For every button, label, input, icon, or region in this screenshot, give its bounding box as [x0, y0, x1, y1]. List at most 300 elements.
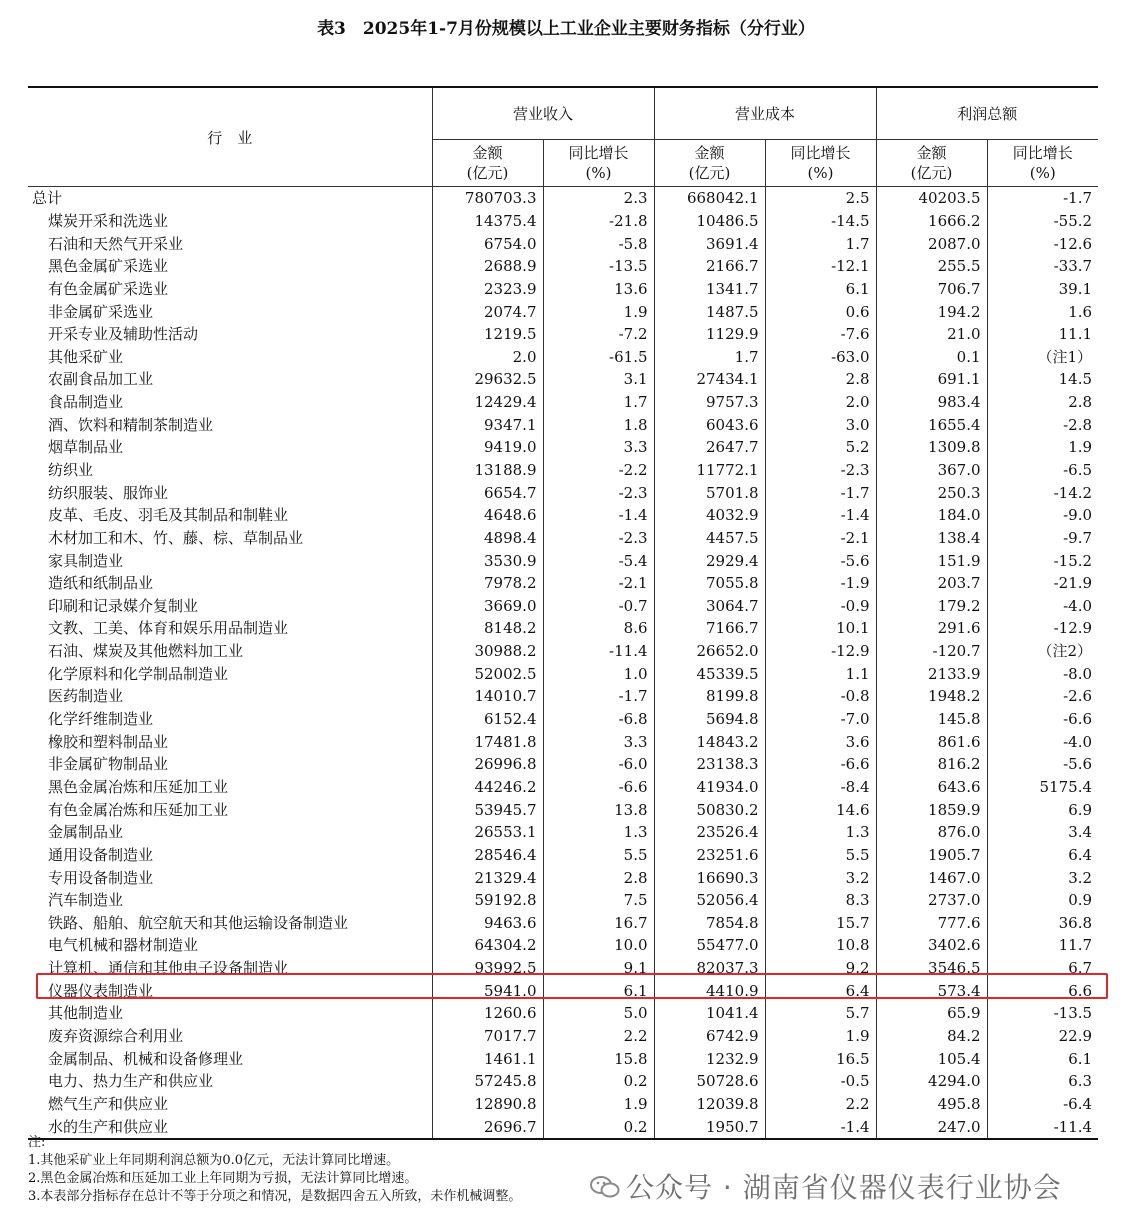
value-cell: 23526.4	[654, 821, 765, 844]
value-cell: 4457.5	[654, 527, 765, 550]
value-cell: -6.4	[987, 1093, 1098, 1116]
value-cell: -7.6	[765, 323, 876, 346]
table-row	[28, 278, 1098, 301]
table-row	[28, 1025, 1098, 1048]
value-cell: -6.8	[543, 708, 654, 731]
value-cell: 40203.5	[876, 187, 987, 210]
value-cell: 4410.9	[654, 979, 765, 1002]
value-cell: 3064.7	[654, 595, 765, 618]
value-cell: 14843.2	[654, 730, 765, 753]
table-row	[28, 1093, 1098, 1116]
value-cell: 876.0	[876, 821, 987, 844]
value-cell: 15.7	[765, 912, 876, 935]
value-cell: 10.0	[543, 934, 654, 957]
value-cell: 0.9	[987, 889, 1098, 912]
industry-cell: 废弃资源综合利用业	[48, 1027, 184, 1046]
value-cell: 8148.2	[432, 617, 543, 640]
table-row	[28, 798, 1098, 821]
industry-cell: 石油和天然气开采业	[48, 234, 184, 253]
industry-cell: 水的生产和供应业	[48, 1117, 169, 1136]
page-title: 表3 2025年1-7月份规模以上工业企业主要财务指标（分行业）	[317, 19, 815, 39]
industry-cell: 黑色金属矿采选业	[48, 257, 169, 276]
value-cell: 3530.9	[432, 549, 543, 572]
value-cell: 3.2	[987, 866, 1098, 889]
value-cell: 6.7	[987, 957, 1098, 980]
header-revenue-amount: 金额 (亿元)	[432, 140, 543, 187]
value-cell: 22.9	[987, 1025, 1098, 1048]
value-cell: 28546.4	[432, 844, 543, 867]
table-row	[28, 821, 1098, 844]
value-cell: 6.4	[765, 979, 876, 1002]
table-row	[28, 481, 1098, 504]
value-cell: 3.4	[987, 821, 1098, 844]
table-row	[28, 300, 1098, 323]
value-cell: -12.9	[765, 640, 876, 663]
table-row	[28, 459, 1098, 482]
value-cell: -13.5	[987, 1002, 1098, 1025]
value-cell: 5.5	[543, 844, 654, 867]
table-row	[28, 1047, 1098, 1070]
table-row	[28, 413, 1098, 436]
value-cell: 1.9	[765, 1025, 876, 1048]
value-cell: 3.6	[765, 730, 876, 753]
industry-cell: 其他采矿业	[48, 347, 124, 366]
value-cell: 3.0	[765, 413, 876, 436]
value-cell: 26996.8	[432, 753, 543, 776]
industry-cell: 木材加工和木、竹、藤、棕、草制品业	[48, 528, 304, 547]
value-cell: 6.3	[987, 1070, 1098, 1093]
value-cell: -1.4	[765, 504, 876, 527]
value-cell: 23138.3	[654, 753, 765, 776]
value-cell: -13.5	[543, 255, 654, 278]
value-cell: 983.4	[876, 391, 987, 414]
industry-cell: 其他制造业	[48, 1004, 124, 1023]
value-cell: 5.5	[765, 844, 876, 867]
value-cell: 6.1	[765, 278, 876, 301]
industry-cell: 烟草制品业	[48, 438, 124, 457]
industry-cell: 开采专业及辅助性活动	[48, 325, 199, 344]
value-cell: 45339.5	[654, 662, 765, 685]
value-cell: 668042.1	[654, 187, 765, 210]
value-cell: 2.5	[765, 187, 876, 210]
table-row	[28, 934, 1098, 957]
value-cell: 6654.7	[432, 481, 543, 504]
value-cell: 13.8	[543, 798, 654, 821]
header-revenue: 营业收入	[432, 87, 654, 140]
value-cell: -120.7	[876, 640, 987, 663]
table-row	[28, 617, 1098, 640]
value-cell: 816.2	[876, 753, 987, 776]
table-body	[28, 187, 1098, 1139]
value-cell: 9757.3	[654, 391, 765, 414]
industry-cell: 黑色金属冶炼和压延加工业	[48, 777, 229, 796]
industry-cell: 化学原料和化学制品制造业	[48, 664, 229, 683]
value-cell: 1260.6	[432, 1002, 543, 1025]
value-cell: 7.5	[543, 889, 654, 912]
header-revenue-growth: 同比增长 (%)	[543, 140, 654, 187]
value-cell: -1.4	[765, 1115, 876, 1139]
value-cell: 1950.7	[654, 1115, 765, 1139]
value-cell: 291.6	[876, 617, 987, 640]
table-row	[28, 391, 1098, 414]
value-cell: 2.8	[987, 391, 1098, 414]
value-cell: -2.6	[987, 685, 1098, 708]
value-cell: 10.1	[765, 617, 876, 640]
value-cell: 16.7	[543, 912, 654, 935]
value-cell: 0.6	[765, 300, 876, 323]
value-cell: 2.0	[432, 345, 543, 368]
value-cell: 1487.5	[654, 300, 765, 323]
value-cell: 1.7	[654, 345, 765, 368]
value-cell: 9463.6	[432, 912, 543, 935]
value-cell: 2133.9	[876, 662, 987, 685]
value-cell: 29632.5	[432, 368, 543, 391]
value-cell: 23251.6	[654, 844, 765, 867]
industry-cell: 电力、热力生产和供应业	[48, 1072, 214, 1091]
value-cell: 2.2	[765, 1093, 876, 1116]
value-cell: 6.6	[987, 979, 1098, 1002]
value-cell: 6152.4	[432, 708, 543, 731]
value-cell: 14375.4	[432, 210, 543, 233]
value-cell: 3402.6	[876, 934, 987, 957]
value-cell: 3546.5	[876, 957, 987, 980]
value-cell: 495.8	[876, 1093, 987, 1116]
value-cell: 6.9	[987, 798, 1098, 821]
industry-cell: 化学纤维制造业	[48, 710, 154, 729]
value-cell: 57245.8	[432, 1070, 543, 1093]
value-cell: -0.8	[765, 685, 876, 708]
value-cell: 17481.8	[432, 730, 543, 753]
table-row	[28, 504, 1098, 527]
table-row	[28, 345, 1098, 368]
value-cell: -2.8	[987, 413, 1098, 436]
value-cell: 39.1	[987, 278, 1098, 301]
value-cell: -1.4	[543, 504, 654, 527]
value-cell: -8.0	[987, 662, 1098, 685]
value-cell: 6.1	[543, 979, 654, 1002]
table-row	[28, 323, 1098, 346]
watermark-text: 公众号 · 湖南省仪器仪表行业协会	[626, 1171, 1062, 1204]
value-cell: 10486.5	[654, 210, 765, 233]
value-cell: 194.2	[876, 300, 987, 323]
value-cell: 9419.0	[432, 436, 543, 459]
industry-cell: 铁路、船舶、航空航天和其他运输设备制造业	[48, 913, 349, 932]
value-cell: 59192.8	[432, 889, 543, 912]
value-cell: -2.1	[765, 527, 876, 550]
value-cell: 30988.2	[432, 640, 543, 663]
value-cell: -6.6	[543, 776, 654, 799]
value-cell: 11772.1	[654, 459, 765, 482]
value-cell: -4.0	[987, 730, 1098, 753]
value-cell: 3669.0	[432, 595, 543, 618]
value-cell: 2688.9	[432, 255, 543, 278]
value-cell: 0.1	[876, 345, 987, 368]
value-cell: 2.8	[765, 368, 876, 391]
value-cell: -15.2	[987, 549, 1098, 572]
value-cell: 84.2	[876, 1025, 987, 1048]
note-3: 3.本表部分指标存在总计不等于分项之和情况，是数据四舍五入所致，未作机械调整。	[28, 1189, 522, 1204]
value-cell: 6.4	[987, 844, 1098, 867]
value-cell: 145.8	[876, 708, 987, 731]
value-cell: 1.9	[987, 436, 1098, 459]
value-cell: 184.0	[876, 504, 987, 527]
value-cell: 2696.7	[432, 1115, 543, 1139]
value-cell: -63.0	[765, 345, 876, 368]
table-row	[28, 368, 1098, 391]
industry-cell: 石油、煤炭及其他燃料加工业	[48, 642, 244, 661]
value-cell: 65.9	[876, 1002, 987, 1025]
value-cell: 1.7	[765, 232, 876, 255]
industry-cell: 汽车制造业	[48, 891, 124, 910]
value-cell: 11.1	[987, 323, 1098, 346]
value-cell: 7854.8	[654, 912, 765, 935]
note-2: 2.黑色金属冶炼和压延加工业上年同期为亏损，无法计算同比增速。	[28, 1171, 418, 1186]
note-1: 1.其他采矿业上年同期利润总额为0.0亿元，无法计算同比增速。	[28, 1153, 400, 1168]
value-cell: -21.8	[543, 210, 654, 233]
value-cell: 3.3	[543, 730, 654, 753]
value-cell: 706.7	[876, 278, 987, 301]
value-cell: 6754.0	[432, 232, 543, 255]
value-cell: 2.8	[543, 866, 654, 889]
value-cell: 93992.5	[432, 957, 543, 980]
value-cell: -2.3	[543, 527, 654, 550]
value-cell: 2087.0	[876, 232, 987, 255]
header-profit: 利润总额	[876, 87, 1098, 140]
value-cell: 1655.4	[876, 413, 987, 436]
value-cell: 53945.7	[432, 798, 543, 821]
value-cell: 3691.4	[654, 232, 765, 255]
value-cell: 2.0	[765, 391, 876, 414]
value-cell: -12.9	[987, 617, 1098, 640]
table-row	[28, 957, 1098, 980]
value-cell: -6.0	[543, 753, 654, 776]
value-cell: 179.2	[876, 595, 987, 618]
value-cell: 573.4	[876, 979, 987, 1002]
value-cell: 1219.5	[432, 323, 543, 346]
value-cell: 3.2	[765, 866, 876, 889]
table-row	[28, 708, 1098, 731]
table-row	[28, 889, 1098, 912]
value-cell: 203.7	[876, 572, 987, 595]
industry-cell: 造纸和纸制品业	[48, 574, 154, 593]
value-cell: 7978.2	[432, 572, 543, 595]
value-cell: 1948.2	[876, 685, 987, 708]
industry-cell: 金属制品、机械和设备修理业	[48, 1049, 244, 1068]
value-cell: 5694.8	[654, 708, 765, 731]
value-cell: -0.7	[543, 595, 654, 618]
value-cell: -1.7	[987, 187, 1098, 210]
value-cell: -0.5	[765, 1070, 876, 1093]
value-cell: 2166.7	[654, 255, 765, 278]
value-cell: 0.2	[543, 1070, 654, 1093]
header-cost-growth: 同比增长 (%)	[765, 140, 876, 187]
value-cell: 1.9	[543, 300, 654, 323]
value-cell: -12.1	[765, 255, 876, 278]
value-cell: -2.2	[543, 459, 654, 482]
value-cell: 36.8	[987, 912, 1098, 935]
industry-cell: 金属制品业	[48, 823, 124, 842]
value-cell: 16690.3	[654, 866, 765, 889]
value-cell: 1666.2	[876, 210, 987, 233]
value-cell: -5.4	[543, 549, 654, 572]
value-cell: 5.2	[765, 436, 876, 459]
table-row	[28, 776, 1098, 799]
industry-cell: 纺织业	[48, 461, 94, 479]
value-cell: -1.7	[765, 481, 876, 504]
value-cell: 27434.1	[654, 368, 765, 391]
value-cell: -7.0	[765, 708, 876, 731]
value-cell: 21329.4	[432, 866, 543, 889]
value-cell: 1.1	[765, 662, 876, 685]
value-cell: -6.6	[765, 753, 876, 776]
value-cell: 12429.4	[432, 391, 543, 414]
table-row	[28, 730, 1098, 753]
industry-cell: 家具制造业	[48, 551, 124, 570]
value-cell: 41934.0	[654, 776, 765, 799]
notes-label: 注:	[28, 1135, 46, 1150]
table-row	[28, 1002, 1098, 1025]
value-cell: -9.7	[987, 527, 1098, 550]
value-cell: 7055.8	[654, 572, 765, 595]
table-row	[28, 210, 1098, 233]
value-cell: -6.6	[987, 708, 1098, 731]
value-cell: 1.3	[543, 821, 654, 844]
table-row	[28, 685, 1098, 708]
value-cell: 2647.7	[654, 436, 765, 459]
watermark	[590, 1166, 1062, 1206]
header-profit-growth: 同比增长 (%)	[987, 140, 1098, 187]
value-cell: 11.7	[987, 934, 1098, 957]
value-cell: 64304.2	[432, 934, 543, 957]
table-row	[28, 527, 1098, 550]
value-cell: 9.1	[543, 957, 654, 980]
value-cell: 6742.9	[654, 1025, 765, 1048]
industry-cell: 总计	[32, 189, 63, 208]
value-cell: -2.3	[765, 459, 876, 482]
value-cell: 367.0	[876, 459, 987, 482]
value-cell: 1.8	[543, 413, 654, 436]
value-cell: 1859.9	[876, 798, 987, 821]
value-cell: 1.7	[543, 391, 654, 414]
industry-cell: 非金属矿采选业	[48, 302, 154, 321]
header-profit-amount: 金额 (亿元)	[876, 140, 987, 187]
industry-cell: 医药制造业	[48, 687, 124, 706]
value-cell: -5.8	[543, 232, 654, 255]
table-row	[28, 979, 1098, 1002]
value-cell: 1.6	[987, 300, 1098, 323]
industry-cell: 有色金属矿采选业	[48, 279, 169, 298]
industry-cell: 皮革、毛皮、羽毛及其制品和制鞋业	[48, 506, 289, 525]
table-row	[28, 640, 1098, 663]
value-cell: 55477.0	[654, 934, 765, 957]
value-cell: 50830.2	[654, 798, 765, 821]
industry-cell: 煤炭开采和洗选业	[48, 211, 169, 230]
value-cell: 2737.0	[876, 889, 987, 912]
value-cell: -6.5	[987, 459, 1098, 482]
value-cell: 26553.1	[432, 821, 543, 844]
value-cell: 643.6	[876, 776, 987, 799]
value-cell: 9.2	[765, 957, 876, 980]
table-row	[28, 436, 1098, 459]
value-cell: -14.2	[987, 481, 1098, 504]
value-cell: 5175.4	[987, 776, 1098, 799]
value-cell: -4.0	[987, 595, 1098, 618]
value-cell: 250.3	[876, 481, 987, 504]
value-cell: -11.4	[987, 1115, 1098, 1139]
value-cell: -61.5	[543, 345, 654, 368]
value-cell: 44246.2	[432, 776, 543, 799]
value-cell: 255.5	[876, 255, 987, 278]
table-row	[28, 912, 1098, 935]
value-cell: 15.8	[543, 1047, 654, 1070]
value-cell: 1905.7	[876, 844, 987, 867]
value-cell: 12890.8	[432, 1093, 543, 1116]
industry-cell: 食品制造业	[48, 393, 124, 412]
value-cell: 12039.8	[654, 1093, 765, 1116]
value-cell: 21.0	[876, 323, 987, 346]
table-row	[28, 866, 1098, 889]
value-cell: 3.1	[543, 368, 654, 391]
value-cell: 8.3	[765, 889, 876, 912]
value-cell: 5701.8	[654, 481, 765, 504]
value-cell: 4648.6	[432, 504, 543, 527]
value-cell: 1467.0	[876, 866, 987, 889]
value-cell: 50728.6	[654, 1070, 765, 1093]
value-cell: 14010.7	[432, 685, 543, 708]
financial-table	[28, 86, 1098, 1140]
value-cell: 6.1	[987, 1047, 1098, 1070]
header-industry: 行 业	[28, 87, 432, 187]
value-cell: -1.9	[765, 572, 876, 595]
value-cell: 151.9	[876, 549, 987, 572]
header-cost: 营业成本	[654, 87, 876, 140]
value-cell: 8.6	[543, 617, 654, 640]
industry-cell: 酒、饮料和精制茶制造业	[48, 415, 214, 434]
value-cell: -14.5	[765, 210, 876, 233]
industry-cell: 纺织服装、服饰业	[48, 483, 169, 502]
value-cell: 6043.6	[654, 413, 765, 436]
value-cell: 4294.0	[876, 1070, 987, 1093]
value-cell: 10.8	[765, 934, 876, 957]
industry-cell: 专用设备制造业	[48, 868, 154, 887]
value-cell: 2.2	[543, 1025, 654, 1048]
table-row	[28, 595, 1098, 618]
table-row	[28, 255, 1098, 278]
value-cell: 777.6	[876, 912, 987, 935]
value-cell: 2.3	[543, 187, 654, 210]
value-cell: 1.3	[765, 821, 876, 844]
table-row	[28, 1070, 1098, 1093]
value-cell: 4032.9	[654, 504, 765, 527]
value-cell: -0.9	[765, 595, 876, 618]
value-cell: 1.9	[543, 1093, 654, 1116]
value-cell: -33.7	[987, 255, 1098, 278]
header-cost-amount: 金额 (亿元)	[654, 140, 765, 187]
industry-cell: 燃气生产和供应业	[48, 1094, 169, 1113]
value-cell: -7.2	[543, 323, 654, 346]
value-cell: 52056.4	[654, 889, 765, 912]
value-cell: 5.0	[543, 1002, 654, 1025]
industry-cell: 橡胶和塑料制品业	[48, 732, 169, 751]
value-cell: （注2）	[987, 640, 1098, 663]
industry-cell: 非金属矿物制品业	[48, 755, 169, 774]
value-cell: -9.0	[987, 504, 1098, 527]
value-cell: 13.6	[543, 278, 654, 301]
value-cell: 4898.4	[432, 527, 543, 550]
value-cell: 13188.9	[432, 459, 543, 482]
value-cell: 2929.4	[654, 549, 765, 572]
value-cell: 247.0	[876, 1115, 987, 1139]
